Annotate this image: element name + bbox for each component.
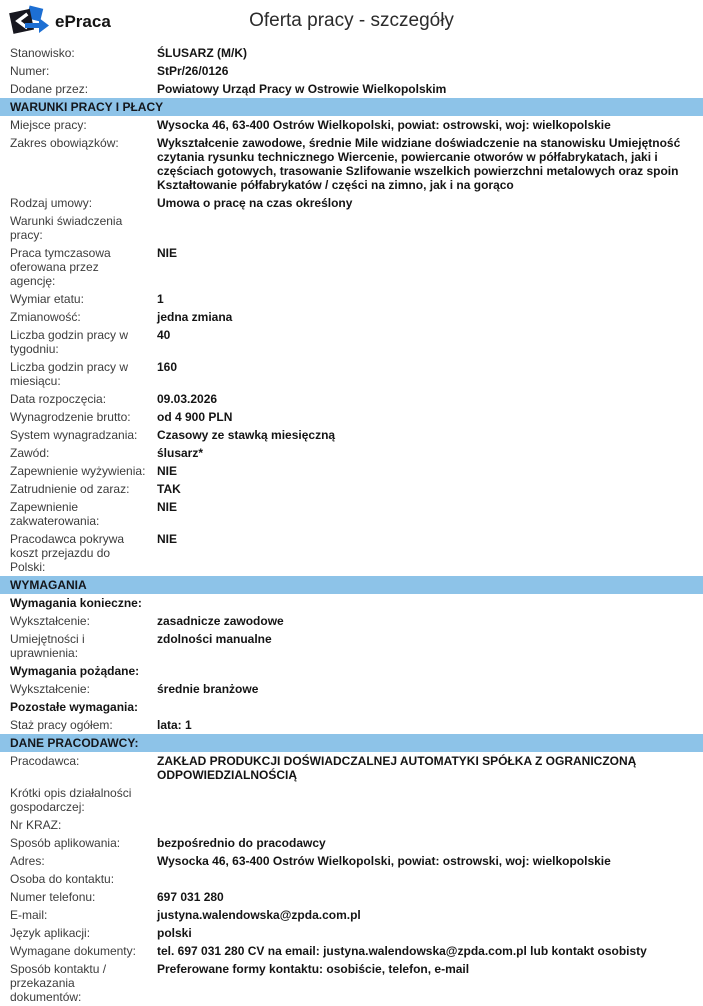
field-value: Wykształcenie zawodowe, średnie Mile widziane doświadczenie na stanowisku Umiejętność czytania rysunku technicznego Wiercenie, powiercanie otworów w półfabrykatach, jaki i częściach gotowych, trasowanie Szlifowanie wszelkich powierzchni metalowych oraz spoin Kształtowanie półfabrykatów / części na zimno, jak i na gorąco (157, 136, 681, 192)
offer-table (0, 44, 703, 1006)
field-row (0, 116, 703, 134)
field-label: Pracodawca: (10, 754, 80, 768)
field-value (157, 786, 695, 814)
field-row (0, 358, 703, 390)
field-row (0, 888, 703, 906)
field-row (0, 530, 703, 576)
field-label: Wykształcenie: (10, 682, 90, 696)
field-row (0, 212, 703, 244)
field-row (0, 852, 703, 870)
field-value: tel. 697 031 280 CV na email: justyna.walendowska@zpda.com.pl lub kontakt osobisty (157, 944, 647, 958)
field-row (0, 290, 703, 308)
field-label: Sposób kontaktu / przekazania dokumentów: (10, 962, 107, 1004)
field-label: Wymagania konieczne: (10, 596, 142, 610)
field-row (0, 816, 703, 834)
subheading-row (0, 594, 703, 612)
field-value: NIE (157, 500, 178, 514)
field-row (0, 630, 703, 662)
field-label: Sposób aplikowania: (10, 836, 121, 850)
field-row (0, 960, 703, 1006)
field-value (157, 818, 695, 832)
field-value: od 4 900 PLN (157, 410, 233, 424)
page-header (0, 0, 703, 44)
field-row (0, 612, 703, 630)
field-row (0, 480, 703, 498)
field-value: ŚLUSARZ (M/K) (157, 46, 247, 60)
field-row (0, 80, 703, 98)
field-value: zasadnicze zawodowe (157, 614, 284, 628)
field-label: Staż pracy ogółem: (10, 718, 113, 732)
field-row (0, 194, 703, 212)
field-value: 40 (157, 328, 171, 342)
field-value: StPr/26/0126 (157, 64, 229, 78)
field-value: Preferowane formy kontaktu: osobiście, telefon, e-mail (157, 962, 470, 976)
field-value: lata: 1 (157, 718, 192, 732)
field-label: Wynagrodzenie brutto: (10, 410, 131, 424)
field-row (0, 408, 703, 426)
field-row (0, 244, 703, 290)
field-label: Wymiar etatu: (10, 292, 84, 306)
field-label: Zakres obowiązków: (10, 136, 119, 150)
field-label: Rodzaj umowy: (10, 196, 93, 210)
field-value: Wysocka 46, 63-400 Ostrów Wielkopolski, powiat: ostrowski, woj: wielkopolskie (157, 854, 611, 868)
field-value: 697 031 280 (157, 890, 224, 904)
field-value: Czasowy ze stawką miesięczną (157, 428, 336, 442)
field-value: Powiatowy Urząd Pracy w Ostrowie Wielkopolskim (157, 82, 447, 96)
field-label: Krótki opis działalności gospodarczej: (10, 786, 132, 814)
field-value: 160 (157, 360, 178, 374)
field-value: Umowa o pracę na czas określony (157, 196, 353, 210)
field-row (0, 44, 703, 62)
field-label: Pracodawca pokrywa koszt przejazdu do Polski: (10, 532, 125, 574)
field-row (0, 498, 703, 530)
field-row (0, 942, 703, 960)
field-value (157, 214, 695, 242)
field-label: Wymagane dokumenty: (10, 944, 136, 958)
field-value: NIE (157, 532, 178, 546)
brand-name: ePraca (55, 12, 111, 31)
field-row (0, 924, 703, 942)
field-value (157, 872, 695, 886)
field-label: Zawód: (10, 446, 50, 460)
field-value: NIE (157, 246, 178, 260)
field-value: NIE (157, 464, 178, 478)
field-value: ZAKŁAD PRODUKCJI DOŚWIADCZALNEJ AUTOMATYKI SPÓŁKA Z OGRANICZONĄ ODPOWIEDZIALNOŚCIĄ (157, 754, 637, 782)
field-label: Liczba godzin pracy w tygodniu: (10, 328, 129, 356)
field-value: Wysocka 46, 63-400 Ostrów Wielkopolski, powiat: ostrowski, woj: wielkopolskie (157, 118, 611, 132)
field-value: ślusarz* (157, 446, 204, 460)
field-label: Pozostałe wymagania: (10, 700, 139, 714)
epraca-logo-icon (8, 6, 50, 38)
field-value: średnie branżowe (157, 682, 259, 696)
field-value: TAK (157, 482, 181, 496)
field-label: Adres: (10, 854, 45, 868)
field-label: Numer telefonu: (10, 890, 96, 904)
field-label: Zmianowość: (10, 310, 81, 324)
field-row (0, 462, 703, 480)
field-row (0, 784, 703, 816)
subheading-row (0, 698, 703, 716)
field-label: Liczba godzin pracy w miesiącu: (10, 360, 129, 388)
field-label: Zapewnienie zakwaterowania: (10, 500, 100, 528)
field-row (0, 680, 703, 698)
field-row (0, 62, 703, 80)
field-value: jedna zmiana (157, 310, 233, 324)
field-value: 1 (157, 292, 164, 306)
field-label: Umiejętności i uprawnienia: (10, 632, 85, 660)
section-header: WARUNKI PRACY I PŁACY (0, 98, 703, 116)
epraca-logo (8, 6, 111, 38)
field-label: Warunki świadczenia pracy: (10, 214, 123, 242)
field-row (0, 444, 703, 462)
field-label: E-mail: (10, 908, 48, 922)
field-row (0, 716, 703, 734)
field-row (0, 870, 703, 888)
field-label: Wymagania pożądane: (10, 664, 140, 678)
field-label: Stanowisko: (10, 46, 75, 60)
field-row (0, 426, 703, 444)
page-title: Oferta pracy - szczegóły (249, 10, 454, 31)
subheading-row (0, 662, 703, 680)
field-value: justyna.walendowska@zpda.com.pl (157, 908, 361, 922)
section-header: DANE PRACODAWCY: (0, 734, 703, 752)
field-label: Data rozpoczęcia: (10, 392, 107, 406)
field-label: Wykształcenie: (10, 614, 90, 628)
field-label: System wynagradzania: (10, 428, 138, 442)
field-label: Praca tymczasowa oferowana przez agencję: (10, 246, 111, 288)
field-value: bezpośrednio do pracodawcy (157, 836, 326, 850)
field-label: Nr KRAZ: (10, 818, 62, 832)
field-row (0, 390, 703, 408)
field-row (0, 134, 703, 194)
field-row (0, 308, 703, 326)
field-row (0, 326, 703, 358)
field-value: polski (157, 926, 192, 940)
field-label: Numer: (10, 64, 50, 78)
section-header: WYMAGANIA (0, 576, 703, 594)
field-label: Zatrudnienie od zaraz: (10, 482, 130, 496)
field-value: zdolności manualne (157, 632, 272, 646)
field-label: Miejsce pracy: (10, 118, 87, 132)
field-label: Osoba do kontaktu: (10, 872, 115, 886)
field-value: 09.03.2026 (157, 392, 218, 406)
field-label: Dodane przez: (10, 82, 89, 96)
field-label: Język aplikacji: (10, 926, 91, 940)
field-row (0, 834, 703, 852)
field-label: Zapewnienie wyżywienia: (10, 464, 146, 478)
field-row (0, 906, 703, 924)
field-row (0, 752, 703, 784)
